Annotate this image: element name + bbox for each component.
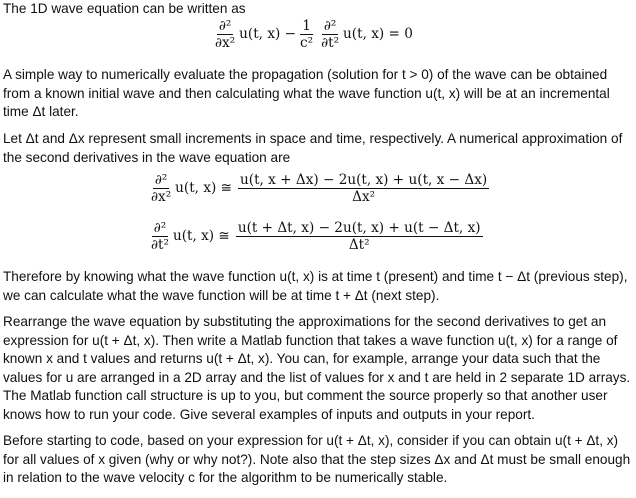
- approx-t-func: u(t, x) ≅: [172, 228, 230, 245]
- approx-x-fraction: [238, 172, 489, 205]
- approx-t-equation: [147, 220, 485, 253]
- approx-x-derivative: [149, 172, 173, 205]
- wave-eq-lhs-num: ∂²: [218, 18, 232, 34]
- approx-x-func: u(t, x) ≅: [175, 180, 233, 197]
- wave-eq-coef-den: c²: [300, 35, 314, 51]
- paragraph-considerations: Before starting to code, based on your expression for u(t + Δt, x), consider if you can obtain u(t + Δt, x) for all values of x given (why or why not?). Note also that the step sizes Δx and Δt must be small enough in relation to the wave velocity c for the algorithm to be numerically stable.: [3, 433, 631, 486]
- approx-t-d-den: ∂t²: [151, 237, 169, 253]
- wave-eq-time-derivative: [319, 18, 341, 51]
- paragraph-increments: Let Δt and Δx represent small increments in space and time, respectively. A numerical approximation of the second derivatives in the wave equation are: [3, 131, 623, 165]
- approx-x-d-num: ∂²: [154, 172, 168, 188]
- wave-eq-lhs-derivative: [213, 18, 237, 51]
- paragraph-instructions: Rearrange the wave equation by substituting the approximations for the second derivatives to get an expression for u(t + Δt, x). Then write a Matlab function that takes a wave function u(t, x) for a range of known x and t values and returns u(t + Δt, x). You can, for example, arrange your data such that the values for u are arranged in a 2D array and the list of values for x and t are held in 2 separate 1D arrays. The Matlab function call structure is up to you, but comment the source properly so that another user knows how to run your code. Give several examples of inputs and outputs in your report.: [3, 314, 631, 422]
- approx-t-fraction: [236, 220, 483, 253]
- approx-t-d-num: ∂²: [153, 220, 167, 236]
- wave-eq-lhs-func: u(t, x) −: [239, 26, 297, 43]
- approx-t-numerator: u(t + Δt, x) − 2u(t, x) + u(t − Δt, x): [237, 220, 481, 236]
- approx-t-denominator: Δt²: [348, 237, 370, 253]
- wave-eq-coef-num: 1: [302, 18, 311, 34]
- approx-x-d-den: ∂x²: [151, 189, 172, 205]
- wave-equation: [211, 18, 413, 51]
- approx-x-numerator: u(t, x + Δx) − 2u(t, x) + u(t, x − Δx): [240, 172, 488, 188]
- wave-eq-rhs: u(t, x) = 0: [343, 26, 413, 43]
- approx-t-derivative: [149, 220, 171, 253]
- wave-eq-coefficient: [298, 18, 315, 51]
- paragraph-time-step: Therefore by knowing what the wave function u(t, x) is at time t (present) and time t − Δt (previous step), we can calculate what the wave function will be at time t + Δt (next step).: [3, 269, 628, 303]
- approx-x-equation: [147, 172, 491, 205]
- intro-text: The 1D wave equation can be written as: [3, 1, 246, 16]
- wave-eq-time-den: ∂t²: [321, 35, 340, 51]
- wave-eq-lhs-den: ∂x²: [215, 35, 236, 51]
- paragraph-propagation: A simple way to numerically evaluate the propagation (solution for t > 0) of the wave can be obtained from a known initial wave and then calculating what the wave function u(t, x) will be at an incremental time Δt later.: [3, 67, 610, 120]
- approx-x-denominator: Δx²: [352, 189, 376, 205]
- wave-eq-time-num: ∂²: [323, 18, 337, 34]
